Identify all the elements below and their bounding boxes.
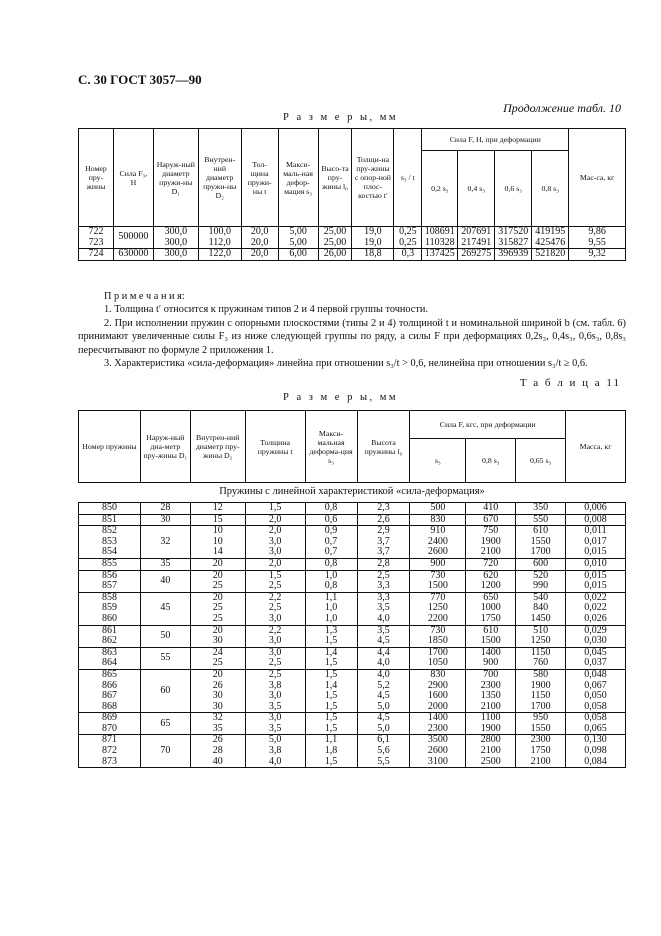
cell-t: 3,0 2,5 — [245, 647, 305, 669]
cell-num: 869 870 — [79, 713, 141, 735]
cell-d2: 15 — [190, 514, 245, 526]
cell-d2: 122,0 — [198, 249, 241, 261]
cell-m: 0,010 — [566, 558, 626, 570]
cell-t: 2,2 2,5 3,0 — [245, 592, 305, 625]
col-ratio: s₃ / t — [394, 129, 422, 227]
cell-l0: 6,1 5,6 5,5 — [357, 735, 410, 768]
cell-l0: 2,3 — [357, 503, 410, 515]
cell-t: 5,0 3,8 4,0 — [245, 735, 305, 768]
cell-num: 722 723 — [79, 227, 114, 249]
cell-f1: 108691 110328 — [422, 227, 458, 249]
cell-d2: 20 25 — [190, 570, 245, 592]
cell-l0: 4,5 5,0 — [357, 713, 410, 735]
table-11 — [78, 410, 626, 768]
cell-num: 865 866 867 868 — [79, 669, 141, 712]
table10-caption: Р а з м е р ы, мм — [283, 112, 399, 123]
cell-d1: 40 — [140, 570, 190, 592]
cell-r: 0,25 0,25 — [394, 227, 422, 249]
table-row — [79, 669, 626, 712]
cell-d1: 70 — [140, 735, 190, 768]
cell-t: 2,0 — [245, 558, 305, 570]
cell-r: 0,3 — [394, 249, 422, 261]
cell-f1: 770 1250 2200 — [410, 592, 466, 625]
cell-f3: 520 990 — [516, 570, 566, 592]
cell-f1: 137425 — [422, 249, 458, 261]
cell-tp: 18,8 — [352, 249, 394, 261]
cell-d1: 55 — [140, 647, 190, 669]
cell-l0: 4,4 4,0 — [357, 647, 410, 669]
col-outer-d: Наруж-ный диа-метр пру-жины D₁ — [140, 411, 190, 483]
col-number: Номер пру-жины — [79, 129, 114, 227]
cell-d1: 45 — [140, 592, 190, 625]
cell-d2: 26 28 40 — [190, 735, 245, 768]
cell-m: 0,045 0,037 — [566, 647, 626, 669]
cell-force: 630000 — [113, 249, 153, 261]
col-mass: Мас-са, кг — [569, 129, 626, 227]
cell-s3: 1,5 1,4 1,5 1,5 — [305, 669, 357, 712]
cell-l0: 4,0 5,2 4,5 5,0 — [357, 669, 410, 712]
cell-m: 0,022 0,022 0,026 — [566, 592, 626, 625]
col-s02: 0,2 s₃ — [422, 151, 458, 227]
table-row — [79, 503, 626, 515]
col-force-def: Сила F, кгс, при деформации — [410, 411, 566, 439]
col-s08: 0,8 s₃ — [532, 151, 569, 227]
cell-f3: 540 840 1450 — [516, 592, 566, 625]
cell-f3: 317520 315827 — [495, 227, 532, 249]
continuation-label: Продолжение табл. 10 — [503, 101, 621, 115]
cell-f2: 620 1200 — [466, 570, 516, 592]
note-1: 1. Толщина t′ относится к пружинам типов 2 и 4 первой группы точности. — [104, 304, 428, 316]
cell-d2: 20 30 — [190, 625, 245, 647]
cell-f2: 269275 — [458, 249, 495, 261]
cell-s3: 1,3 1,5 — [305, 625, 357, 647]
cell-m: 0,029 0,030 — [566, 625, 626, 647]
cell-f3: 396939 — [495, 249, 532, 261]
cell-num: 855 — [79, 558, 141, 570]
cell-num: 858 859 860 — [79, 592, 141, 625]
col-inner-d: Внутрен-ний диаметр пру-жины D₂ — [190, 411, 245, 483]
cell-f1: 730 1500 — [410, 570, 466, 592]
cell-m: 0,011 0,017 0,015 — [566, 526, 626, 559]
cell-d2: 20 26 30 30 — [190, 669, 245, 712]
col-s065: 0,65 s₃ — [516, 439, 566, 483]
col-force-def: Сила F, Н, при деформации — [422, 129, 569, 151]
cell-d1: 65 — [140, 713, 190, 735]
col-max-def: Макси-маль-ная дефор-мация s₃ — [278, 129, 318, 227]
cell-s3: 0,9 0,7 0,7 — [305, 526, 357, 559]
cell-l0: 2,6 — [357, 514, 410, 526]
table-row — [79, 647, 626, 669]
cell-f1: 1700 1050 — [410, 647, 466, 669]
col-s08: 0,8 s₃ — [466, 439, 516, 483]
cell-d2: 10 10 14 — [190, 526, 245, 559]
cell-d1: 30 — [140, 514, 190, 526]
cell-f1: 3500 2600 3100 — [410, 735, 466, 768]
table-row — [79, 514, 626, 526]
cell-f3: 580 1900 1150 1700 — [516, 669, 566, 712]
cell-t: 2,0 — [245, 514, 305, 526]
cell-l0: 2,5 3,3 — [357, 570, 410, 592]
cell-f2: 610 1500 — [466, 625, 516, 647]
table-10 — [78, 128, 626, 261]
cell-l0: 25,00 25,00 — [318, 227, 352, 249]
cell-num: 724 — [79, 249, 114, 261]
cell-l0: 3,5 4,5 — [357, 625, 410, 647]
cell-f4: 419195 425476 — [532, 227, 569, 249]
cell-f2: 2800 2100 2500 — [466, 735, 516, 768]
cell-f1: 730 1850 — [410, 625, 466, 647]
cell-m: 9,86 9,55 — [569, 227, 626, 249]
cell-f2: 720 — [466, 558, 516, 570]
cell-f2: 410 — [466, 503, 516, 515]
table-row — [79, 625, 626, 647]
cell-d1: 60 — [140, 669, 190, 712]
table-row — [79, 735, 626, 768]
cell-t: 1,5 2,5 — [245, 570, 305, 592]
section-title: Пружины с линейной характеристикой «сила-деформация» — [79, 483, 626, 503]
cell-d2: 24 25 — [190, 647, 245, 669]
notes-title: П р и м е ч а н и я: — [104, 291, 185, 302]
cell-m: 0,058 0,065 — [566, 713, 626, 735]
cell-d2: 20 25 25 — [190, 592, 245, 625]
cell-s3: 1,0 0,8 — [305, 570, 357, 592]
cell-d2: 32 35 — [190, 713, 245, 735]
cell-f3: 510 1250 — [516, 625, 566, 647]
cell-tp: 19,0 19,0 — [352, 227, 394, 249]
cell-d2: 100,0 112,0 — [198, 227, 241, 249]
cell-s3: 0,8 — [305, 503, 357, 515]
cell-s3: 0,8 — [305, 558, 357, 570]
cell-s3: 1,5 1,5 — [305, 713, 357, 735]
cell-num: 863 864 — [79, 647, 141, 669]
cell-l0: 2,8 — [357, 558, 410, 570]
cell-f2: 1400 900 — [466, 647, 516, 669]
cell-f1: 500 — [410, 503, 466, 515]
cell-f2: 670 — [466, 514, 516, 526]
col-inner-d: Внутрен-ний диаметр пружи-ны D₂ — [198, 129, 241, 227]
col-height: Высота пружины l₀ — [357, 411, 410, 483]
cell-l0: 3,3 3,5 4,0 — [357, 592, 410, 625]
cell-num: 871 872 873 — [79, 735, 141, 768]
notes-block — [78, 290, 626, 370]
cell-f3: 950 1550 — [516, 713, 566, 735]
cell-f2: 650 1000 1750 — [466, 592, 516, 625]
cell-t: 2,5 3,8 3,0 3,5 — [245, 669, 305, 712]
cell-t: 1,5 — [245, 503, 305, 515]
note-2: 2. При исполнении пружин с опорными плоскостями (типы 2 и 4) толщиной t и номинальной шириной b (см. табл. 6) принимают увеличенные силы F₃ из ниже следующей группы по ряду, а силы F при деформациях 0,2s₃, 0,4s₃, 0,6s₃, 0,8s₃ пересчитывают по формуле 2 приложения 1. — [78, 317, 626, 356]
cell-f3: 1150 760 — [516, 647, 566, 669]
cell-d2: 20 — [190, 558, 245, 570]
cell-f1: 910 2400 2600 — [410, 526, 466, 559]
cell-m: 0,006 — [566, 503, 626, 515]
page-header: С. 30 ГОСТ 3057—90 — [78, 72, 202, 87]
note-3: 3. Характеристика «сила-деформация» линейна при отношении s₃/t > 0,6, нелинейна при отношении s₃/t ≥ 0,6. — [104, 358, 588, 370]
cell-m: 0,008 — [566, 514, 626, 526]
cell-f2: 207691 217491 — [458, 227, 495, 249]
col-height: Высо-та пру-жины l₀ — [318, 129, 352, 227]
cell-m: 0,130 0,098 0,084 — [566, 735, 626, 768]
cell-l0: 26,00 — [318, 249, 352, 261]
cell-m: 0,015 0,015 — [566, 570, 626, 592]
cell-l0: 2,9 3,7 3,7 — [357, 526, 410, 559]
cell-f3: 350 — [516, 503, 566, 515]
col-outer-d: Наруж-ный диаметр пружи-ны D₁ — [153, 129, 198, 227]
cell-num: 861 862 — [79, 625, 141, 647]
cell-d2: 12 — [190, 503, 245, 515]
col-s06: 0,6 s₃ — [495, 151, 532, 227]
table-row — [79, 558, 626, 570]
cell-t: 3,0 3,5 — [245, 713, 305, 735]
cell-f1: 1400 2300 — [410, 713, 466, 735]
col-force: Сила F₃, Н — [113, 129, 153, 227]
cell-f1: 900 — [410, 558, 466, 570]
table-row — [79, 713, 626, 735]
cell-t: 20,0 — [241, 249, 278, 261]
cell-f3: 550 — [516, 514, 566, 526]
cell-s3: 5,00 5,00 — [278, 227, 318, 249]
cell-t: 2,2 3,0 — [245, 625, 305, 647]
cell-d1: 35 — [140, 558, 190, 570]
col-thickness: Толщина пружины t — [245, 411, 305, 483]
cell-d1: 300,0 — [153, 249, 198, 261]
cell-s3: 1,1 1,0 1,0 — [305, 592, 357, 625]
table-row — [79, 570, 626, 592]
table-row — [79, 526, 626, 559]
col-max-def: Макси-мальная деформа-ция s₃ — [305, 411, 357, 483]
cell-num: 850 — [79, 503, 141, 515]
col-number: Номер пружины — [79, 411, 141, 483]
cell-s3: 0,6 — [305, 514, 357, 526]
col-thickness: Тол-щина пружи-ны t — [241, 129, 278, 227]
table-row — [79, 592, 626, 625]
table11-label: Т а б л и ц а 11 — [519, 377, 621, 389]
col-s04: 0,4 s₃ — [458, 151, 495, 227]
cell-f1: 830 — [410, 514, 466, 526]
table11-caption: Р а з м е р ы, мм — [283, 392, 399, 403]
table-row — [79, 227, 626, 249]
table-row — [79, 249, 626, 261]
cell-f1: 830 2900 1600 2000 — [410, 669, 466, 712]
cell-num: 851 — [79, 514, 141, 526]
cell-t: 2,0 3,0 3,0 — [245, 526, 305, 559]
cell-s3: 1,4 1,5 — [305, 647, 357, 669]
cell-d1: 28 — [140, 503, 190, 515]
cell-f2: 700 2300 1350 2100 — [466, 669, 516, 712]
cell-f2: 1100 1900 — [466, 713, 516, 735]
cell-d1: 300,0 300,0 — [153, 227, 198, 249]
cell-d1: 50 — [140, 625, 190, 647]
cell-num: 856 857 — [79, 570, 141, 592]
cell-f2: 750 1900 2100 — [466, 526, 516, 559]
cell-t: 20,0 20,0 — [241, 227, 278, 249]
cell-s3: 6,00 — [278, 249, 318, 261]
col-mass: Масса, кг — [566, 411, 626, 483]
cell-f3: 600 — [516, 558, 566, 570]
cell-num: 852 853 854 — [79, 526, 141, 559]
cell-force: 500000 — [113, 227, 153, 249]
cell-f3: 2300 1750 2100 — [516, 735, 566, 768]
cell-m: 9,32 — [569, 249, 626, 261]
col-thickness-plate: Толщи-на пру-жины с опор-ной плос-костью t′ — [352, 129, 394, 227]
cell-f4: 521820 — [532, 249, 569, 261]
col-s3: s₃ — [410, 439, 466, 483]
cell-f3: 610 1550 1700 — [516, 526, 566, 559]
cell-s3: 1,1 1,8 1,5 — [305, 735, 357, 768]
cell-m: 0,048 0,067 0,050 0,058 — [566, 669, 626, 712]
cell-d1: 32 — [140, 526, 190, 559]
